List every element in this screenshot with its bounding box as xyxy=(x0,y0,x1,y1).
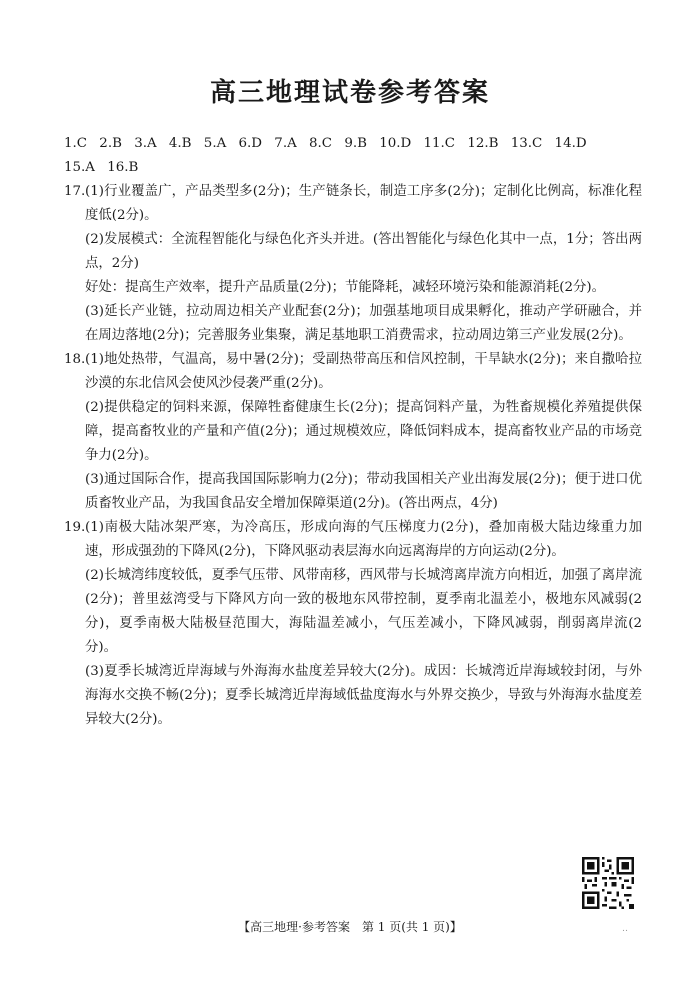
answer-paragraph: (3)延长产业链，拉动周边相关产业配套(2分)；加强基地项目成果孵化，推动产学研融合，并在周边落地(2分)；完善服务业集聚，满足基地职工消费需求，拉动周边第三产业发展(2分)。 xyxy=(85,304,642,343)
answer-paragraph: (3)通过国际合作，提高我国国际影响力(2分)；带动我国相关产业出海发展(2分)；便于进口优质畜牧业产品，为我国食品安全增加保障渠道(2分)。(答出两点，4分) xyxy=(85,472,642,511)
mc-answers-row-2 xyxy=(64,156,642,180)
mc-answer: 10.D xyxy=(379,136,412,151)
mc-answer: 7.A xyxy=(274,136,297,151)
page-title: 高三地理试卷参考答案 xyxy=(209,78,490,108)
answer-paragraph: 好处：提高生产效率，提升产品质量(2分)；节能降耗，减轻环境污染和能源消耗(2分)。 xyxy=(85,280,605,295)
mc-answer: 14.D xyxy=(554,136,587,151)
mc-answer: 2.B xyxy=(99,136,122,151)
question-number: 18. xyxy=(64,352,86,367)
answer-paragraph: (1)南极大陆冰架严寒，为冷高压，形成向海的气压梯度力(2分)，叠加南极大陆边缘重力加速，形成强劲的下降风(2分)，下降风驱动表层海水向远离海岸的方向运动(2分)。 xyxy=(85,520,642,559)
mc-answer: 8.C xyxy=(309,136,333,151)
mc-answer: 15.A xyxy=(64,160,95,175)
answer-paragraph: (1)地处热带，气温高，易中暑(2分)；受副热带高压和信风控制，干旱缺水(2分)；来自撒哈拉沙漠的东北信风会使风沙侵袭严重(2分)。 xyxy=(85,352,642,391)
qr-code-icon xyxy=(582,857,634,909)
mc-answers-row-1 xyxy=(64,132,642,156)
question-19 xyxy=(64,516,642,732)
answer-paragraph: (2)发展模式：全流程智能化与绿色化齐头并进。(答出智能化与绿色化其中一点，1分；答出两点，2分) xyxy=(85,232,642,271)
mc-answer: 4.B xyxy=(168,136,192,151)
answer-paragraph: (2)长城湾纬度较低，夏季气压带、风带南移，西风带与长城湾离岸流方向相近，加强了离岸流(2分)；普里兹湾受与下降风方向一致的极地东风带控制，夏季南北温差小，极地东风减弱(2分)，夏季南极大陆极昼范围大，海陆温差减小，气压差减小，下降风减弱，削弱离岸流(2分)。 xyxy=(85,568,642,655)
mc-answer: 11.C xyxy=(423,136,456,151)
mc-answer: 12.B xyxy=(467,136,499,151)
mc-answer: 5.A xyxy=(203,136,227,151)
mc-answer: 1.C xyxy=(64,136,88,151)
mc-answer: 6.D xyxy=(238,136,263,151)
mc-answer: 16.B xyxy=(107,160,139,175)
question-number: 19. xyxy=(64,520,86,535)
question-17 xyxy=(64,180,642,348)
answer-content xyxy=(64,132,642,732)
question-18 xyxy=(64,348,642,516)
question-number: 17. xyxy=(64,184,86,199)
corner-mark: ‥ xyxy=(622,924,629,934)
answer-paragraph: (3)夏季长城湾近岸海域与外海海水盐度差异较大(2分)。成因：长城湾近岸海域较封闭，与外海海水交换不畅(2分)；夏季长城湾近岸海域低盐度海水与外界交换少，导致与外海海水盐度差异较大(2分)。 xyxy=(85,664,642,727)
page-footer: 【高三地理·参考答案 第 1 页(共 1 页)】 xyxy=(238,920,462,934)
mc-answer: 13.C xyxy=(510,136,543,151)
answer-paragraph: (1)行业覆盖广，产品类型多(2分)；生产链条长，制造工序多(2分)；定制化比例高，标准化程度低(2分)。 xyxy=(85,184,642,223)
mc-answer: 9.B xyxy=(344,136,367,151)
mc-answer: 3.A xyxy=(134,136,157,151)
answer-paragraph: (2)提供稳定的饲料来源，保障牲畜健康生长(2分)；提高饲料产量，为牲畜规模化养殖提供保障，提高畜牧业的产量和产值(2分)；通过规模效应，降低饲料成本，提高畜牧业产品的市场竞争力(2分)。 xyxy=(85,400,642,463)
